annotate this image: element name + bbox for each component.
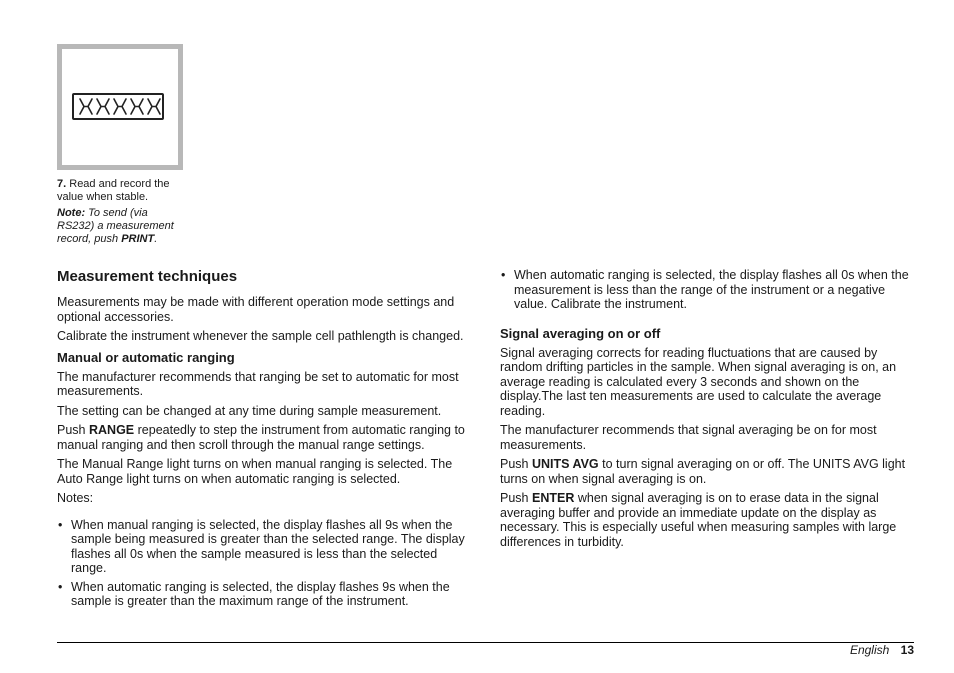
right-column — [500, 268, 910, 554]
intro-paragraph-1: Measurements may be made with different operation mode settings and optional accessories. — [57, 295, 455, 324]
range-instruction-text: repeatedly to step the instrument from automatic ranging to manual ranging and then scroll through the manual range settings. — [57, 423, 465, 452]
range-key: RANGE — [88, 423, 135, 437]
list-item: • When automatic ranging is selected, the display flashes 9s when the sample is greater than the maximum range of the instrument. — [57, 580, 472, 609]
units-avg-key: UNITS AVG — [531, 457, 599, 471]
averaging-paragraph-3 — [500, 457, 910, 486]
subheading-signal-averaging: Signal averaging on or off — [500, 325, 661, 341]
list-item: • When manual ranging is selected, the display flashes all 9s when the sample being measured is greater than the selected range. The display flashes all 0s when the sample measured is less than the selected range. — [57, 518, 472, 576]
averaging-paragraph-2: The manufacturer recommends that signal averaging be on for most measurements. — [500, 423, 877, 452]
step-text: Read and record the value when stable. — [57, 178, 170, 203]
step-number: 7. — [57, 178, 67, 190]
note-label: Note: — [57, 207, 86, 219]
averaging-paragraph-4 — [500, 491, 910, 549]
intro-paragraph-2: Calibrate the instrument whenever the sample cell pathlength is changed. — [57, 329, 464, 343]
figure-step-caption — [57, 178, 187, 204]
ranging-paragraph-3 — [57, 423, 472, 452]
enter-push-text: Push — [500, 491, 529, 505]
enter-key: ENTER — [531, 491, 575, 505]
enter-instruction-text: when signal averaging is on to erase data in the signal averaging buffer and provide an immediate update on the display as necessary. This is especially useful when measuring samples with large differences in turbidity. — [500, 491, 897, 549]
footer-language: English — [849, 643, 890, 657]
note-end: . — [154, 233, 158, 245]
averaging-paragraph-1: Signal averaging corrects for reading fluctuations that are caused by random drifting particles in the sample. When signal averaging is on, an average reading is calculated every 3 seconds and shown on the display.The last ten measurements are used to calculate the average reading. — [500, 345, 897, 418]
lcd-segment-digits — [74, 95, 162, 118]
notes-label: Notes: — [57, 491, 94, 505]
ranging-paragraph-4: The Manual Range light turns on when manual ranging is selected. The Auto Range light turns on when automatic ranging is selected. — [57, 457, 453, 486]
page-footer — [850, 643, 914, 657]
lcd-display — [72, 93, 164, 120]
notes-list — [57, 518, 472, 609]
section-heading: Measurement techniques — [57, 268, 238, 285]
units-avg-instruction-text: to turn signal averaging on or off. The UNITS AVG light turns on when signal averaging is on. — [500, 457, 906, 486]
instrument-display-figure — [57, 44, 183, 170]
note-key-print: PRINT — [121, 233, 155, 245]
range-push-text: Push — [57, 423, 86, 437]
page-number: 13 — [900, 643, 914, 657]
ranging-paragraph-2: The setting can be changed at any time during sample measurement. — [57, 403, 442, 418]
figure-note — [57, 207, 187, 246]
list-item: • When automatic ranging is selected, the display flashes all 0s when the measurement is less than the range of the instrument or a negative value. Calibrate the instrument. — [500, 268, 910, 312]
left-column — [57, 268, 472, 613]
units-avg-push-text: Push — [500, 457, 529, 471]
notes-list-continued — [500, 268, 910, 312]
footer-divider — [57, 642, 914, 643]
subheading-ranging: Manual or automatic ranging — [57, 349, 235, 365]
note-text: To send (via RS232) a measurement record, push — [57, 207, 174, 245]
ranging-paragraph-1: The manufacturer recommends that ranging be set to automatic for most measurements. — [57, 369, 459, 398]
